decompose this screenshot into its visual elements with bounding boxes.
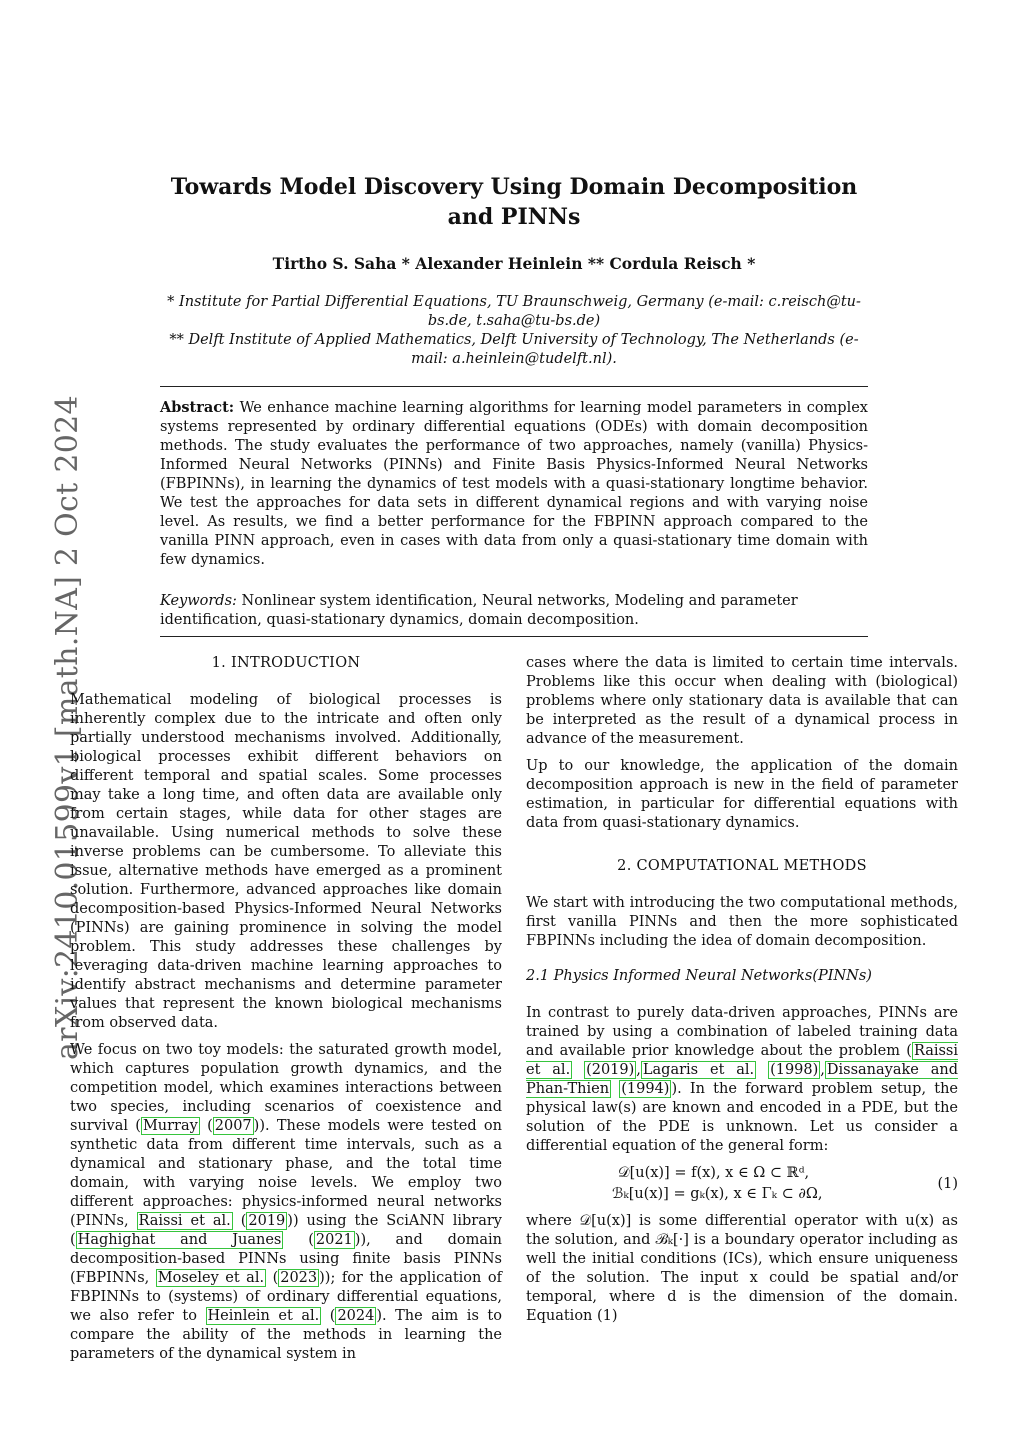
affiliation-1: * Institute for Partial Differential Equations, TU Braunschweig, Germany (e-mail: c.reisch@tu-bs.de, t.saha@tu-bs.de)	[167, 294, 861, 329]
right-paragraph-2: Up to our knowledge, the application of the domain decomposition approach is new in the field of parameter estimation, in particular for differential equations with data from quasi-stationary dynamics.	[526, 758, 958, 831]
equation-1	[526, 1164, 958, 1208]
citation-link[interactable]: Murray	[142, 1118, 198, 1134]
section-title-introduction: 1. INTRODUCTION	[211, 655, 361, 671]
pinns-paragraph-1: In contrast to purely data-driven approaches, PINNs are trained by using a combination of labeled training data and available prior knowledge about the problem ( Raissi et al. (2019) , Lagaris et al. (1998) , Dissanayake and Phan-Thien (1994) ). In the forward problem setup, the physical law(s) are known and encoded in a PDE, but the solution of the PDE is unknown. Let us consider a differential equation of the general form:	[526, 1005, 959, 1154]
citation-link[interactable]: (2019)	[586, 1062, 635, 1078]
methods-paragraph-1: We start with introducing the two computational methods, first vanilla PINNs and then the more sophisticated FBPINNs including the idea of domain decomposition.	[526, 895, 958, 949]
paper-title: Towards Model Discovery Using Domain Decomposition and PINNs	[170, 174, 858, 230]
arxiv-side-stamp: arXiv:2410.01599v1 [math.NA] 2 Oct 2024	[50, 395, 85, 1060]
citation-link[interactable]: Heinlein et al.	[207, 1308, 320, 1324]
citation-link[interactable]: Raissi et al.	[138, 1213, 231, 1229]
right-column	[526, 654, 958, 1334]
citation-link[interactable]: Moseley et al.	[157, 1270, 265, 1286]
abstract-text: We enhance machine learning algorithms for learning model parameters in complex systems represented by ordinary differential equations (ODEs) with domain decomposition methods. The study evaluates the performance of two approaches, namely (vanilla) Physics-Informed Neural Networks (PINNs) and Finite Basis Physics-Informed Neural Networks (FBPINNs), in learning the dynamics of test models with a quasi-stationary longtime behavior. We test the approaches for data sets in different dynamical regions and with varying noise level. As results, we find a better performance for the FBPINN approach compared to the vanilla PINN approach, even in cases with data from only a quasi-stationary time domain with few dynamics.	[160, 400, 868, 568]
citation-link[interactable]: 2019	[248, 1213, 286, 1229]
keywords	[160, 592, 868, 630]
citation-link[interactable]: 2023	[280, 1270, 318, 1286]
citation-link[interactable]: Dissanayake and Phan-Thien	[526, 1062, 959, 1097]
section-title-methods: 2. COMPUTATIONAL METHODS	[617, 858, 867, 874]
intro-paragraph-2: We focus on two toy models: the saturated growth model, which captures population growth dynamics, and the competition model, which examines interactions between two species, including scenarios of coexistence and survival ( Murray ( 2007 )). These models were tested on synthetic data from different time intervals, such as a dynamical and stationary phase, and the total time domain, with varying noise levels. We employ two different approaches: physics-informed neural networks (PINNs, Raissi et al. ( 2019 )) using the SciANN library ( Haghighat and Juanes ( 2021 )), and domain decomposition-based PINNs using finite basis PINNs (FBPINNs, Moseley et al. ( 2023 )); for the application of FBPINNs to (systems) of ordinary differential equations, we also refer to Heinlein et al. ( 2024 ). The aim is to compare the ability of the methods in learning the parameters of the dynamical system in	[70, 1042, 502, 1362]
keywords-text: Nonlinear system identification, Neural networks, Modeling and parameter identification, quasi-stationary dynamics, domain decomposition.	[160, 593, 798, 628]
citation-link[interactable]: 2024	[337, 1308, 375, 1324]
right-paragraph-1: cases where the data is limited to certain time intervals. Problems like this occur when dealing with (biological) problems where only stationary data is available that can be interpreted as the result of a dynamical process in advance of the measurement.	[526, 655, 958, 747]
top-rule	[160, 386, 868, 387]
citation-link[interactable]: Lagaris et al.	[642, 1062, 755, 1078]
author-list: Tirtho S. Saha * Alexander Heinlein ** Cordula Reisch *	[272, 254, 756, 273]
equation-line-2: ℬₖ[u(x)] = gₖ(x), x ∈ Γₖ ⊂ ∂Ω,	[612, 1186, 823, 1202]
citation-link[interactable]: (1998)	[770, 1062, 819, 1078]
citation-link[interactable]: Raissi et al.	[526, 1043, 958, 1078]
citation-link[interactable]: Haghighat and Juanes	[77, 1232, 282, 1248]
affiliation-2: ** Delft Institute of Applied Mathematics, Delft University of Technology, The Netherlands (e-mail: a.heinlein@tudelft.nl).	[169, 332, 859, 367]
bottom-rule	[160, 636, 868, 637]
citation-link[interactable]: (1994)	[621, 1081, 670, 1097]
affiliations	[160, 293, 868, 369]
intro-paragraph-1: Mathematical modeling of biological processes is inherently complex due to the intricate and often only partially understood mechanisms involved. Additionally, biological processes exhibit different behaviors on different temporal and spatial scales. Some processes may take a long time, and often data are available only from certain stages, while data for other stages are unavailable. Using numerical methods to solve these inverse problems can be cumbersome. To alleviate this issue, alternative methods have emerged as a prominent solution. Furthermore, advanced approaches like domain decomposition-based Physics-Informed Neural Networks (PINNs) are gaining prominence in solving the model problem. This study addresses these challenges by leveraging data-driven machine learning approaches to identify abstract mechanisms and determine parameter values that represent the known biological mechanisms from observed data.	[70, 692, 502, 1031]
abstract	[160, 398, 868, 570]
equation-line-1: 𝒟[u(x)] = f(x), x ∈ Ω ⊂ ℝᵈ,	[618, 1165, 810, 1181]
pinns-paragraph-2: where 𝒟[u(x)] is some differential operator with u(x) as the solution, and ℬₖ[·] is a boundary operator including as well the initial conditions (ICs), which ensure uniqueness of the solution. The input x could be spatial and/or temporal, where d is the dimension of the domain. Equation (1)	[526, 1213, 958, 1324]
equation-number: (1)	[937, 1176, 958, 1192]
subsection-title-pinns: 2.1 Physics Informed Neural Networks(PINNs)	[526, 968, 872, 984]
citation-link[interactable]: 2021	[315, 1232, 353, 1248]
left-column	[70, 654, 502, 1372]
keywords-label: Keywords:	[160, 593, 237, 609]
citation-link[interactable]: 2007	[214, 1118, 252, 1134]
abstract-label: Abstract:	[160, 399, 235, 416]
